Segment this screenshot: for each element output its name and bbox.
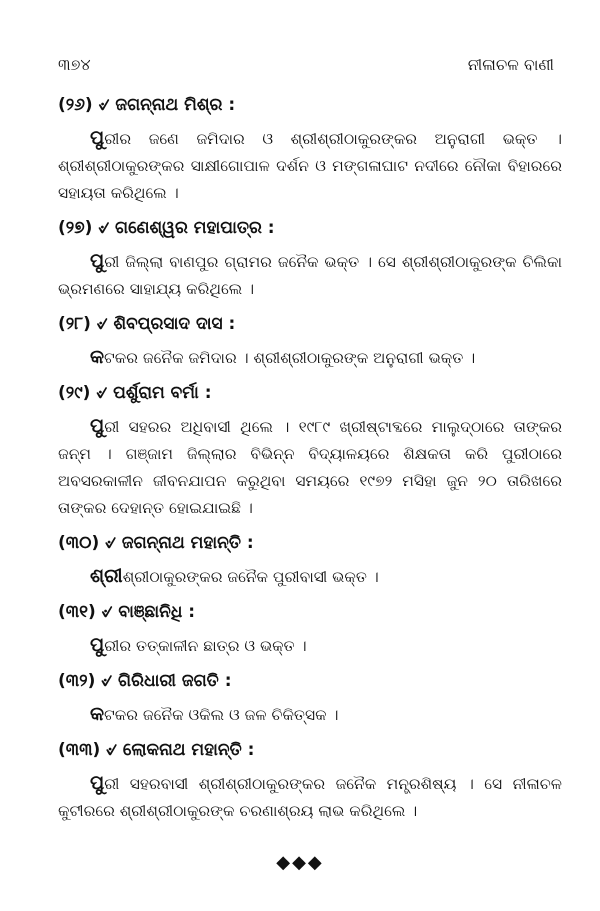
entry-initial: ଶ୍ରୀ <box>90 565 123 587</box>
entry-body <box>58 413 562 522</box>
entry-body <box>58 563 562 591</box>
entry-28 <box>58 311 562 372</box>
entry-body <box>58 248 562 303</box>
section-end-ornament: ◆◆◆ <box>276 852 324 873</box>
page-number: ୩୭୪ <box>58 55 91 74</box>
entry-initial: ପୁ <box>90 772 105 794</box>
entry-29 <box>58 380 562 522</box>
entry-heading: (୩୨) ୰ ଗିରିଧାରୀ ଜଗତି : <box>58 671 232 691</box>
entry-initial: ପୁ <box>90 250 105 272</box>
entry-body <box>58 701 562 729</box>
entry-text: ରୀର ତତ୍‌କାଳୀନ ଛାତ୍ର ଓ ଭକ୍ତ । <box>104 637 307 655</box>
entry-initial: କ <box>90 346 105 368</box>
entry-initial: ପୁ <box>90 415 105 437</box>
entry-31 <box>58 599 562 660</box>
entry-text: ରୀର ଜଣେ ଜମିଦାର ଓ ଶ୍ରୀଶ୍ରୀଠାକୁରଙ୍କର ଅନୁରାଗୀ ଭକ୍ତ । ଶ୍ରୀଶ୍ରୀଠାକୁରଙ୍କର ସାକ୍ଷୀଗୋପାଳ ଦର୍ଶନ ଓ ମଙ୍ଗଳାଘାଟ ନଦୀରେ ନୌକା ବିହାରରେ ସହାୟତା କରିଥିଲେ । <box>58 130 562 202</box>
entry-heading: (୩୦) ୰ ଜଗନ୍ନାଥ ମହାନ୍ତି : <box>58 533 254 553</box>
entry-heading: (୨୯) ୰ ପର୍ଶୁରାମ ବର୍ମା : <box>58 383 212 403</box>
entry-body <box>58 125 562 207</box>
entry-initial: ପୁ <box>90 127 105 149</box>
entry-text: ଟକର ଜନୈକ ଓକିଲ ଓ ଜଳ ଚିକିତ୍ସକ । <box>104 706 339 724</box>
entry-heading: (୩୩) ୰ ଲୋକନାଥ ମହାନ୍ତି : <box>58 740 255 760</box>
entry-initial: କ <box>90 703 105 725</box>
entry-heading: (୨୬) ୰ ଜଗନ୍ନାଥ ମିଶ୍ର : <box>58 95 236 115</box>
entry-text: ରୀ ଜିଲ୍ଲା ବାଣପୁର ଗ୍ରାମର ଜନୈକ ଭକ୍ତ । ସେ ଶ୍ରୀଶ୍ରୀଠାକୁରଙ୍କ ଚିଲିକା ଭ୍ରମଣରେ ସାହାଯ୍ୟ କରିଥିଲେ । <box>58 253 562 298</box>
entry-text: ରୀ ସହରବାସୀ ଶ୍ରୀଶ୍ରୀଠାକୁରଙ୍କର ଜନୈକ ମନ୍ତ୍ରଶିଷ୍ୟ । ସେ ନୀଳାଚଳ କୁଟୀରରେ ଶ୍ରୀଶ୍ରୀଠାକୁରଙ୍କ ଚରଣାଶ୍ରୟ ଲାଭ କରିଥିଲେ । <box>58 775 562 820</box>
entry-27 <box>58 215 562 303</box>
entry-heading: (୩୧) ୰ ବାଞ୍ଛାନିଧି : <box>58 602 196 622</box>
entry-heading: (୨୭) ୰ ଗଣେଶ୍ୱର ମହାପାତ୍ର : <box>58 218 275 238</box>
entry-body <box>58 770 562 825</box>
entry-30 <box>58 530 562 591</box>
entry-body <box>58 632 562 660</box>
entry-26 <box>58 92 562 207</box>
entries-list <box>58 92 562 833</box>
entry-text: ଶ୍ରୀଠାକୁରଙ୍କର ଜନୈକ ପୁରୀବାସୀ ଭକ୍ତ । <box>122 568 379 586</box>
running-title: ନୀଳାଚଳ ବାଣୀ <box>467 55 554 74</box>
entry-text: ଟକର ଜନୈକ ଜମିଦାର । ଶ୍ରୀଶ୍ରୀଠାକୁରଙ୍କ ଅନୁରାଗୀ ଭକ୍ତ । <box>104 349 476 367</box>
entry-initial: ପୁ <box>90 634 105 656</box>
entry-text: ରୀ ସହରର ଅଧିବାସୀ ଥିଲେ । ୧୯୮୯ ଖ୍ରୀଷ୍ଟାବ୍ଦରେ ମାଲୁଦ୍‌ଠାରେ ତାଙ୍କର ଜନ୍ମ । ଗଞ୍ଜାମ ଜିଲ୍ଲାର ବିଭିନ୍ନ ବିଦ୍ୟାଳୟରେ ଶିକ୍ଷକତା କରି ପୁରୀଠାରେ ଅବସରକାଳୀନ ଜୀବନଯାପନ କରୁଥିବା ସମୟରେ ୧୯୭୨ ମସିହା ଜୁନ ୨୦ ତାରିଖରେ ତାଙ୍କର ଦେହାନ୍ତ ହୋଇଯାଇଛି । <box>58 418 562 517</box>
entry-body <box>58 344 562 372</box>
entry-32 <box>58 668 562 729</box>
entry-heading: (୨୮) ୰ ଶିବପ୍ରସାଦ ଦାସ : <box>58 314 236 334</box>
page-header <box>58 55 554 81</box>
entry-33 <box>58 737 562 825</box>
